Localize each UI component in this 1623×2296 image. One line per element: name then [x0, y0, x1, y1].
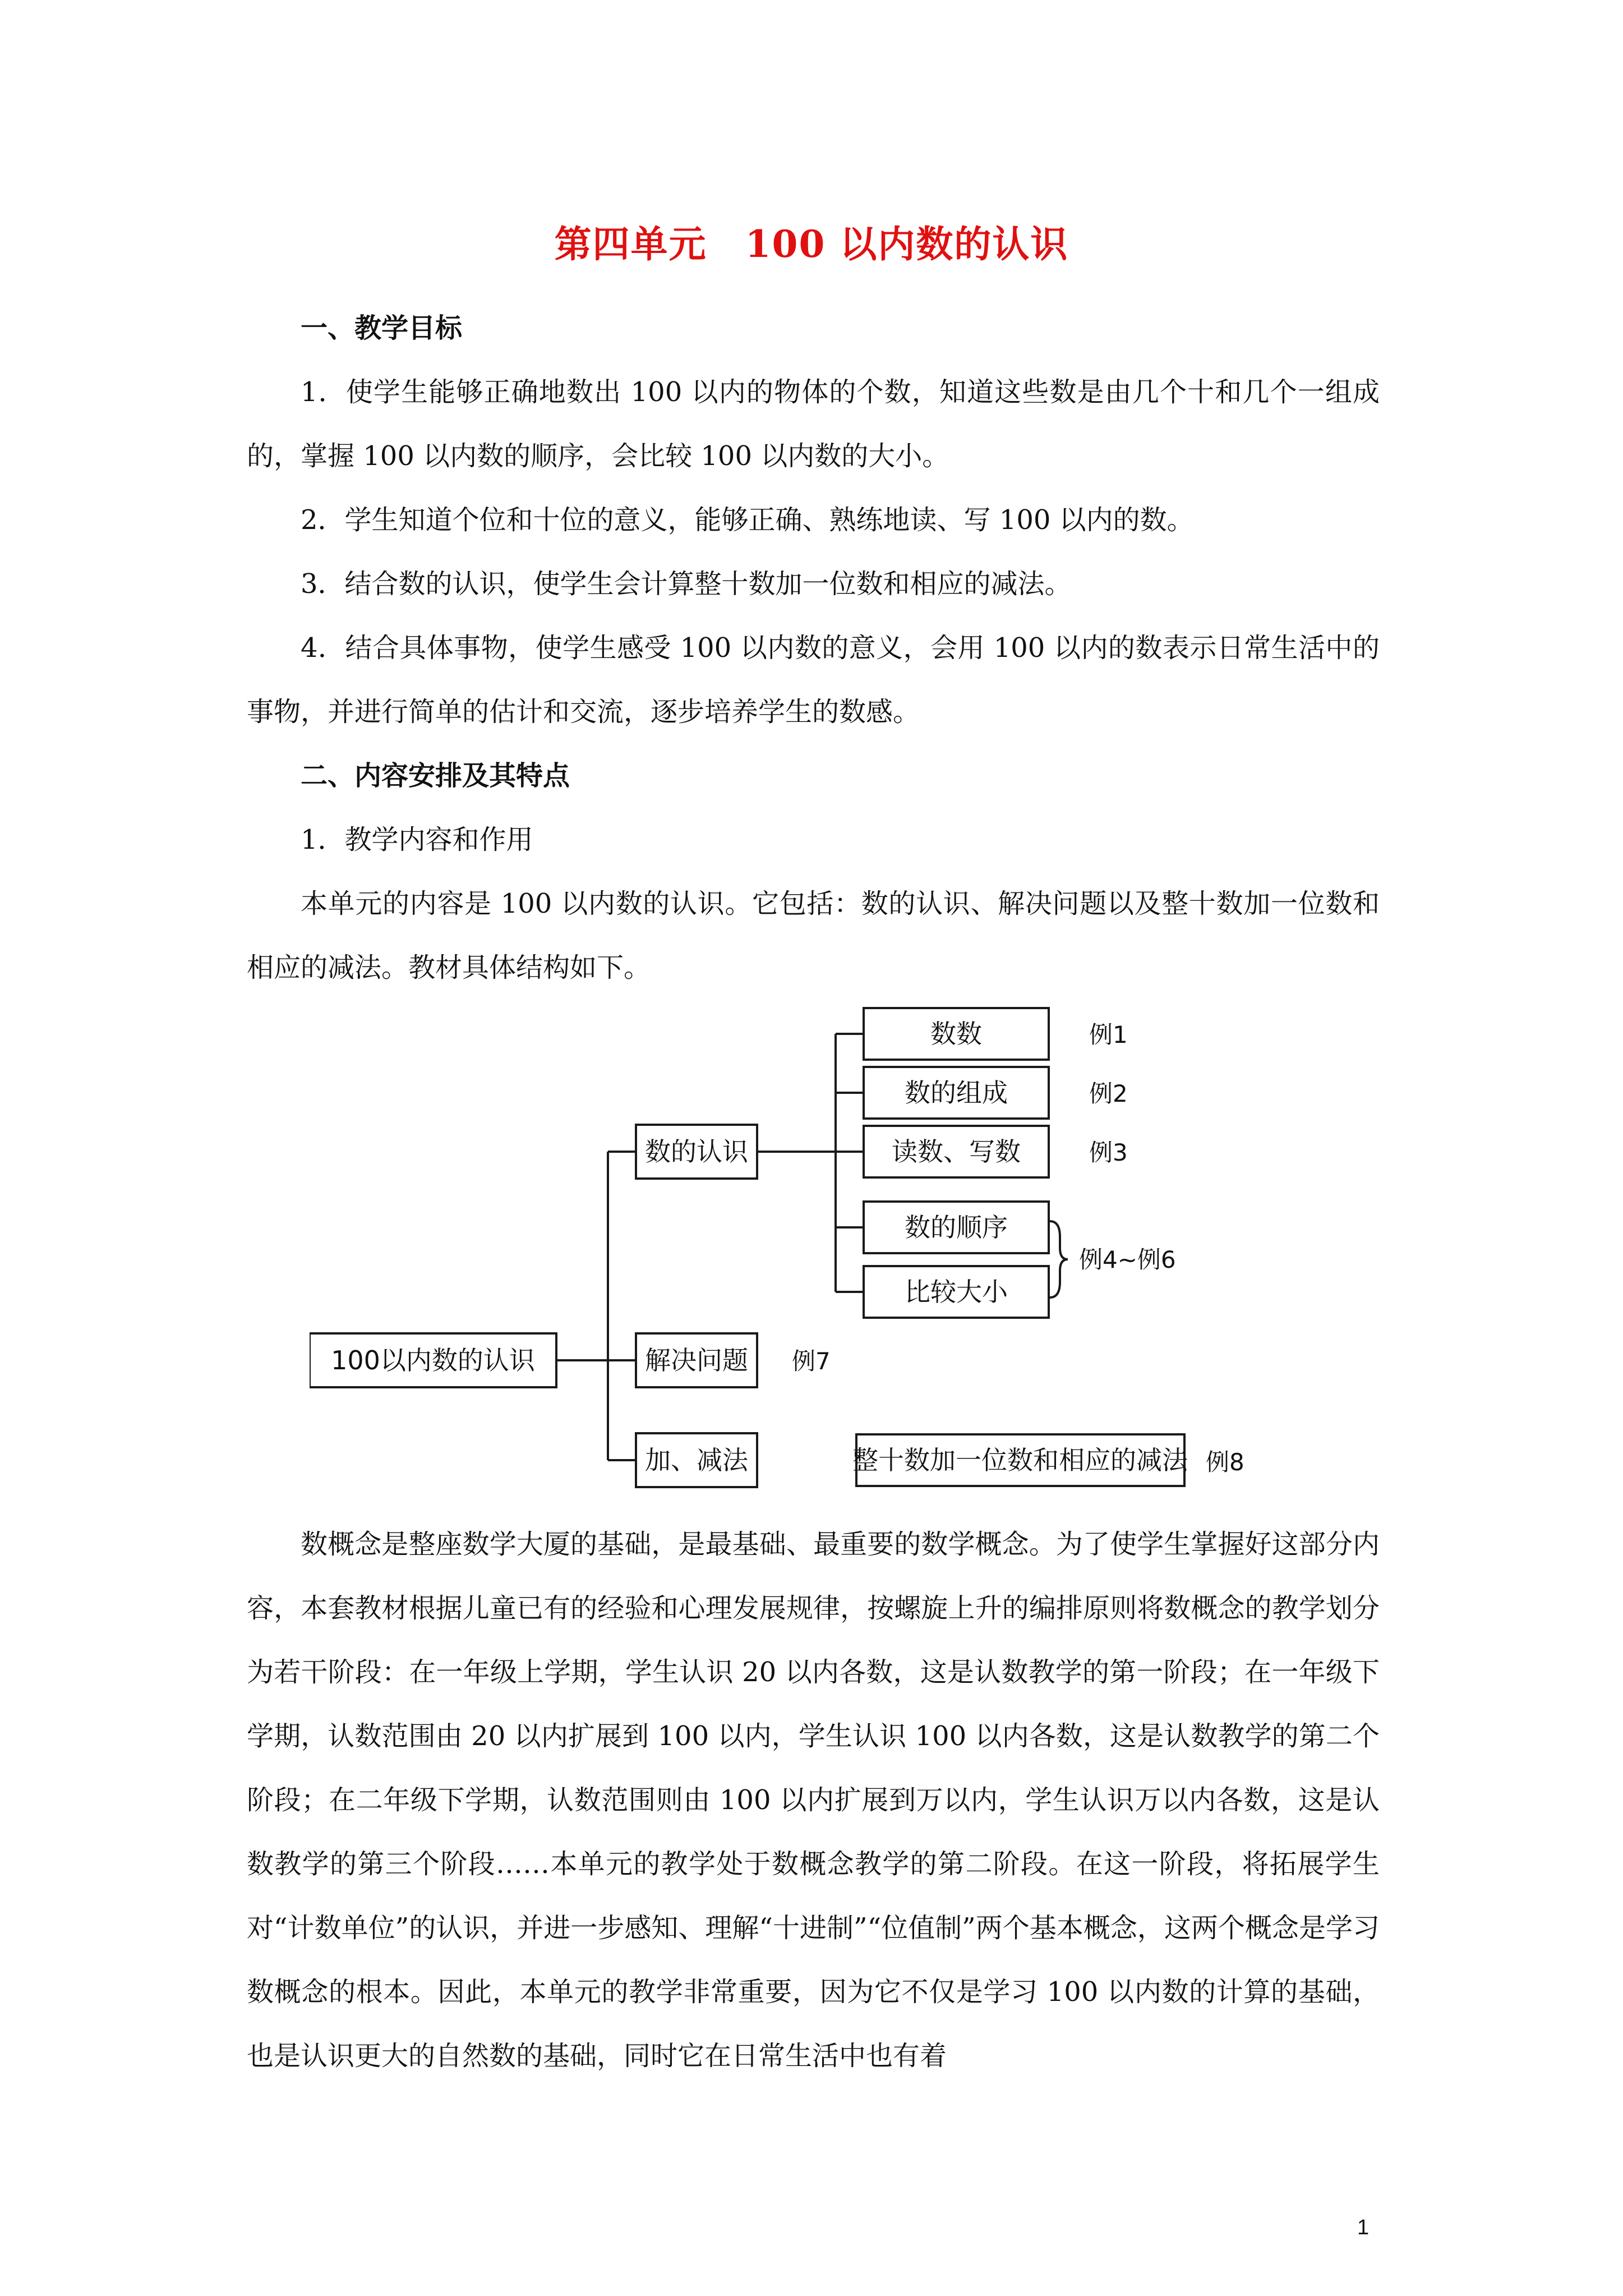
branch-problem-solving: 解决问题	[645, 1345, 748, 1375]
example-label: 例7	[792, 1347, 831, 1375]
page-title: 第四单元 100 以内数的认识	[554, 222, 1069, 266]
page-number: 1	[1357, 2216, 1370, 2239]
example-label: 例8	[1206, 1448, 1244, 1476]
addsub-detail: 整十数加一位数和相应的减法	[852, 1445, 1188, 1475]
leaf-composition: 数的组成	[905, 1078, 1008, 1108]
example-label: 例1	[1089, 1021, 1128, 1048]
branch-add-subtract: 加、减法	[645, 1445, 748, 1475]
brace	[1050, 1221, 1068, 1297]
structure-diagram	[310, 990, 1285, 1498]
objective-1: 1．使学生能够正确地数出 100 以内的物体的个数，知道这些数是由几个十和几个一组成的，掌握 100 以内数的顺序，会比较 100 以内数的大小。	[247, 376, 1380, 472]
example-label: 例2	[1089, 1080, 1128, 1107]
leaf-read-write: 读数、写数	[892, 1137, 1021, 1167]
objective-3: 3．结合数的认识，使学生会计算整十数加一位数和相应的减法。	[301, 568, 1072, 600]
objective-2: 2．学生知道个位和十位的意义，能够正确、熟练地读、写 100 以内的数。	[301, 504, 1194, 536]
section2-subheading: 1．教学内容和作用	[301, 824, 533, 855]
structure-diagram-svg	[310, 990, 1285, 1498]
example-label: 例4~例6	[1079, 1246, 1176, 1273]
section2-heading: 二、内容安排及其特点	[301, 760, 570, 792]
text-block-bottom	[247, 1512, 1380, 2088]
example-label: 例3	[1089, 1139, 1128, 1166]
leaf-counting: 数数	[930, 1019, 982, 1049]
objective-4: 4．结合具体事物，使学生感受 100 以内数的意义，会用 100 以内的数表示日常生活中的事物，并进行简单的估计和交流，逐步培养学生的数感。	[247, 632, 1380, 728]
root-label: 100以内数的认识	[331, 1345, 535, 1375]
section2-intro: 本单元的内容是 100 以内数的认识。它包括：数的认识、解决问题以及整十数加一位数和相应的减法。教材具体结构如下。	[247, 888, 1380, 983]
text-block-top	[247, 296, 1380, 1000]
section2-body: 数概念是整座数学大厦的基础，是最基础、最重要的数学概念。为了使学生掌握好这部分内容，本套教材根据儿童已有的经验和心理发展规律，按螺旋上升的编排原则将数概念的教学划分为若干阶段：在一年级上学期，学生认识 20 以内各数，这是认数教学的第一阶段；在一年级下学期，认数范围由 20 以内扩展到 100 以内，学生认识 100 以内各数，这是认数教学的第二个阶段；在二年级下学期，认数范围则由 100 以内扩展到万以内，学生认识万以内各数，这是认数教学的第三个阶段……本单元的教学处于数概念教学的第二阶段。在这一阶段，将拓展学生对“计数单位”的认识，并进一步感知、理解“十进制”“位值制”两个基本概念，这两个概念是学习数概念的根本。因此，本单元的教学非常重要，因为它不仅是学习 100 以内数的计算的基础，也是认识更大的自然数的基础，同时它在日常生活中也有着	[247, 1529, 1380, 2072]
branch-number-recognition: 数的认识	[645, 1137, 748, 1167]
leaf-compare: 比较大小	[905, 1277, 1008, 1307]
section1-heading: 一、教学目标	[301, 312, 463, 344]
leaf-order: 数的顺序	[905, 1212, 1008, 1243]
